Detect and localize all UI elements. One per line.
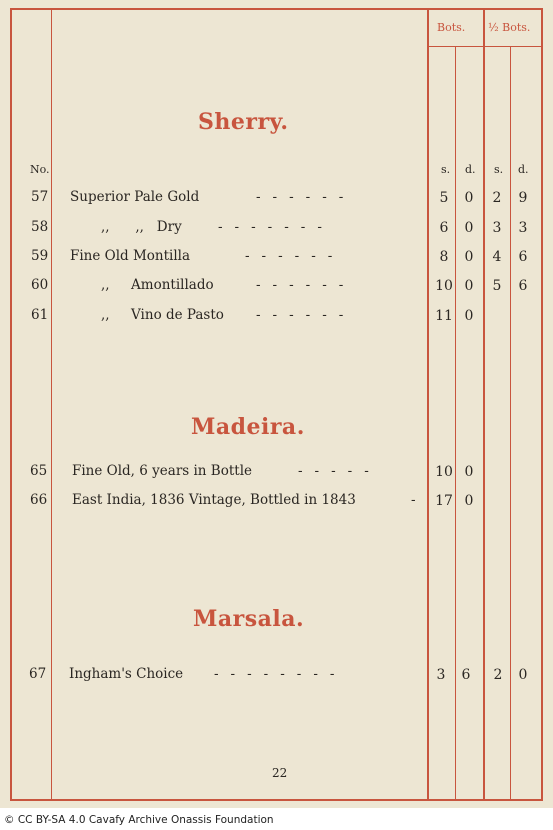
item-number: 66 xyxy=(30,492,48,508)
leader-dashes: ----- xyxy=(298,463,381,479)
item-number: 59 xyxy=(31,248,49,264)
leader-dashes: ------ xyxy=(245,248,345,264)
left-rule xyxy=(10,8,12,800)
item-name: Fine Old Montilla xyxy=(70,248,191,264)
column-rule-1 xyxy=(427,8,429,800)
price-bots-shillings: 10 xyxy=(435,278,453,294)
item-name: ,, Vino de Pasto xyxy=(101,307,224,323)
price-half-pence: 6 xyxy=(518,278,528,294)
price-bots-pence: 0 xyxy=(464,278,474,294)
d-label-bots: d. xyxy=(465,163,476,176)
price-half-pence: 0 xyxy=(518,667,528,683)
price-bots-shillings: 5 xyxy=(439,190,449,206)
item-name: ,, ,, Dry xyxy=(101,219,182,235)
sherry-heading: Sherry. xyxy=(198,109,289,135)
header-underline xyxy=(427,46,543,47)
column-rule-3 xyxy=(483,8,485,800)
item-name: Ingham's Choice xyxy=(69,666,184,682)
price-half-pence: 6 xyxy=(518,249,528,265)
price-bots-shillings: 6 xyxy=(439,220,449,236)
leader-dashes: -------- xyxy=(214,666,347,682)
item-number: 67 xyxy=(29,666,47,682)
price-bots-pence: 0 xyxy=(464,190,474,206)
item-number: 57 xyxy=(31,189,49,205)
item-number: 61 xyxy=(31,307,49,323)
item-name: Superior Pale Gold xyxy=(70,189,200,205)
price-bots-shillings: 17 xyxy=(435,493,453,509)
page-number: 22 xyxy=(272,766,288,780)
column-rule-4 xyxy=(510,46,511,800)
price-bots-shillings: 10 xyxy=(435,464,453,480)
leader-dashes: ------ xyxy=(256,307,356,323)
price-bots-pence: 0 xyxy=(464,220,474,236)
price-bots-pence: 0 xyxy=(464,249,474,265)
left-inner-rule xyxy=(51,8,52,800)
price-bots-pence: 0 xyxy=(464,308,474,324)
item-name: ,, Amontillado xyxy=(101,277,214,293)
price-half-shillings: 2 xyxy=(493,667,503,683)
column-rule-2 xyxy=(455,46,456,800)
madeira-heading: Madeira. xyxy=(191,414,305,440)
bots-header: Bots. xyxy=(437,21,466,34)
d-label-half: d. xyxy=(518,163,529,176)
price-bots-shillings: 11 xyxy=(435,308,453,324)
leader-dashes: ------- xyxy=(218,219,334,235)
s-label-bots: s. xyxy=(441,163,451,176)
price-bots-pence: 6 xyxy=(461,667,471,683)
bottom-rule xyxy=(10,799,543,801)
price-half-pence: 9 xyxy=(518,190,528,206)
price-half-shillings: 2 xyxy=(492,190,502,206)
price-half-pence: 3 xyxy=(518,220,528,236)
item-name: East India, 1836 Vintage, Bottled in 1843 xyxy=(72,492,356,508)
price-bots-shillings: 3 xyxy=(436,667,446,683)
leader-dashes: ------ xyxy=(256,277,356,293)
price-half-shillings: 5 xyxy=(492,278,502,294)
price-half-shillings: 4 xyxy=(492,249,502,265)
leader-dashes: - xyxy=(411,492,428,508)
item-name: Fine Old, 6 years in Bottle xyxy=(72,463,252,479)
price-half-shillings: 3 xyxy=(492,220,502,236)
leader-dashes: ------ xyxy=(256,189,356,205)
top-rule xyxy=(10,8,543,10)
right-rule xyxy=(541,8,543,800)
price-bots-pence: 0 xyxy=(464,493,474,509)
half-bots-header: ½ Bots. xyxy=(488,21,531,34)
item-number: 60 xyxy=(31,277,49,293)
credit-line xyxy=(0,812,553,830)
item-number: 58 xyxy=(31,219,49,235)
credit-text: © CC BY-SA 4.0 Cavafy Archive Onassis Foundation xyxy=(4,814,274,826)
item-number: 65 xyxy=(30,463,48,479)
no-label: No. xyxy=(30,163,50,176)
marsala-heading: Marsala. xyxy=(193,606,305,632)
s-label-half: s. xyxy=(494,163,504,176)
price-bots-shillings: 8 xyxy=(439,249,449,265)
price-bots-pence: 0 xyxy=(464,464,474,480)
